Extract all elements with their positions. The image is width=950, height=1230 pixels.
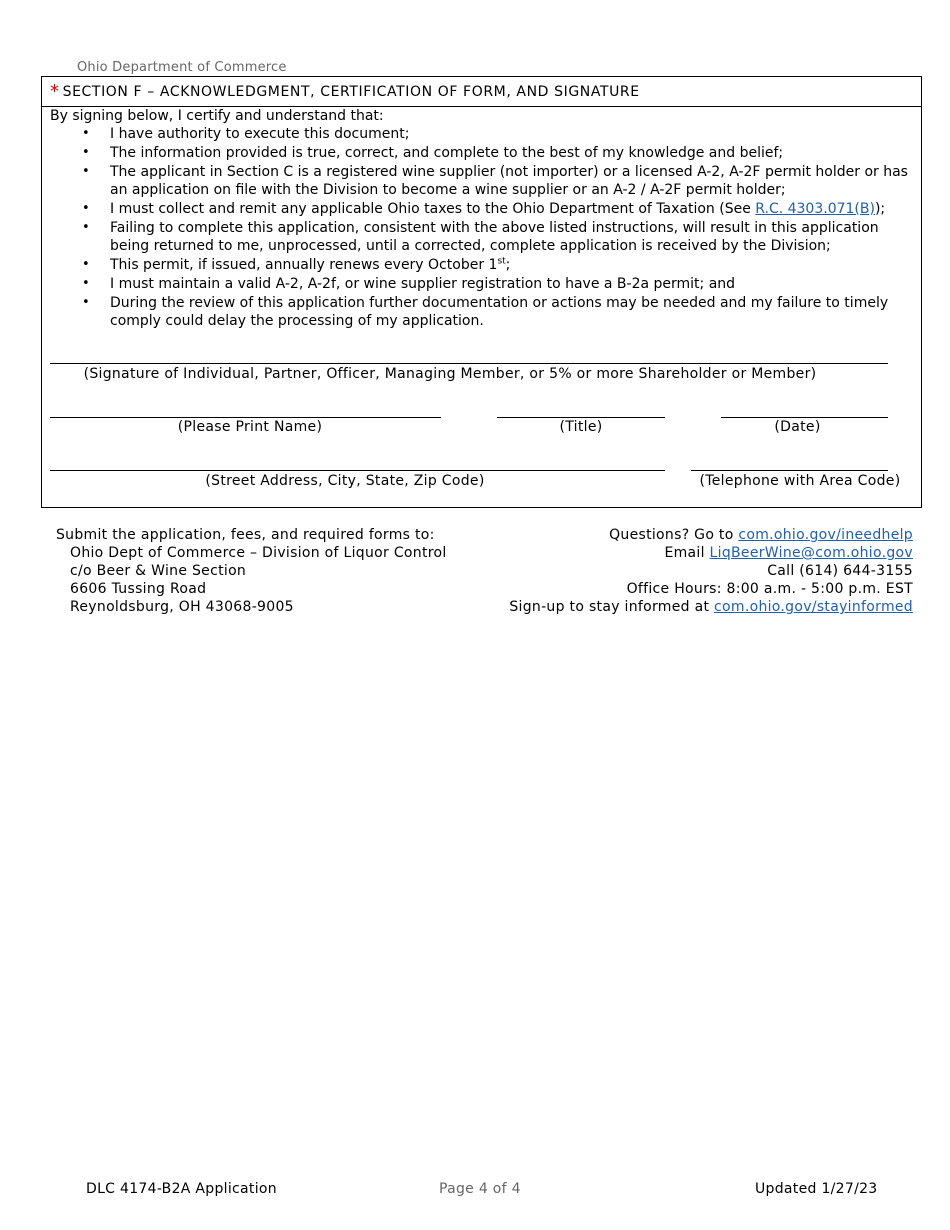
phone-line: Call (614) 644-3155	[767, 563, 913, 579]
help-link[interactable]: com.ohio.gov/ineedhelp	[738, 527, 913, 543]
telephone-caption: (Telephone with Area Code)	[699, 473, 901, 489]
bullet-icon: •	[82, 145, 90, 160]
stay-informed-link[interactable]: com.ohio.gov/stayinformed	[714, 599, 913, 615]
bullet-icon: •	[82, 257, 90, 272]
list-item: • The applicant in Section C is a registered wine supplier (not importer) or a licensed A-2, A-2F permit holder or has an application on file with the Division to become a wine supplier or an A-2 / A-2F permit holder;	[82, 164, 908, 198]
signature-caption: (Signature of Individual, Partner, Officer, Managing Member, or 5% or more Shareholder or Member)	[83, 366, 817, 382]
bullet-icon: •	[82, 220, 90, 235]
bullet-icon: •	[82, 295, 90, 310]
email-link[interactable]: LiqBeerWine@com.ohio.gov	[709, 545, 913, 561]
telephone-line[interactable]	[691, 470, 888, 471]
section-header	[42, 77, 921, 107]
rc-4303-link[interactable]: R.C. 4303.071(B)	[755, 201, 875, 217]
agency-name: Ohio Department of Commerce	[77, 60, 287, 75]
submit-heading: Submit the application, fees, and required forms to:	[56, 527, 435, 543]
bullet-icon: •	[82, 276, 90, 291]
section-f-box	[41, 76, 922, 508]
required-asterisk: *	[50, 80, 60, 102]
bullet-icon: •	[82, 164, 90, 179]
bullet-icon: •	[82, 201, 90, 216]
email-line: Email LiqBeerWine@com.ohio.gov	[664, 545, 913, 561]
title-caption: (Title)	[559, 419, 603, 435]
address-line-2: c/o Beer & Wine Section	[70, 563, 247, 579]
print-name-line[interactable]	[50, 417, 441, 418]
certification-intro: By signing below, I certify and understand that:	[50, 108, 384, 124]
footer-form-id: DLC 4174-B2A Application	[86, 1181, 277, 1197]
list-item: • This permit, if issued, annually renews every October 1st;	[82, 256, 511, 273]
section-title: SECTION F – ACKNOWLEDGMENT, CERTIFICATION OF FORM, AND SIGNATURE	[62, 83, 640, 100]
date-line[interactable]	[721, 417, 888, 418]
footer-updated: Updated 1/27/23	[755, 1181, 878, 1197]
office-hours: Office Hours: 8:00 a.m. - 5:00 p.m. EST	[626, 581, 913, 597]
print-name-caption: (Please Print Name)	[177, 419, 323, 435]
list-item: • Failing to complete this application, consistent with the above listed instructions, will result in this application being returned to me, unprocessed, until a corrected, complete application is received by the Division;	[82, 220, 879, 254]
footer-page-number: Page 4 of 4	[439, 1181, 521, 1197]
list-item: • The information provided is true, correct, and complete to the best of my knowledge and belief;	[82, 145, 784, 161]
date-caption: (Date)	[774, 419, 821, 435]
address-line-4: Reynoldsburg, OH 43068-9005	[70, 599, 294, 615]
list-item: • I have authority to execute this document;	[82, 126, 410, 142]
list-item: • I must maintain a valid A-2, A-2f, or wine supplier registration to have a B-2a permit; and	[82, 276, 736, 292]
signature-line[interactable]	[50, 363, 888, 364]
address-caption: (Street Address, City, State, Zip Code)	[205, 473, 485, 489]
bullet-icon: •	[82, 126, 90, 141]
submit-block	[56, 526, 447, 616]
questions-line: Questions? Go to com.ohio.gov/ineedhelp	[609, 527, 913, 543]
signup-line: Sign-up to stay informed at com.ohio.gov/stayinformed	[509, 599, 913, 615]
address-line[interactable]	[50, 470, 665, 471]
list-item: • I must collect and remit any applicable Ohio taxes to the Ohio Department of Taxation (See R.C. 4303.071(B));	[82, 201, 886, 217]
list-item: • During the review of this application further documentation or actions may be needed and my failure to timely comply could delay the processing of my application.	[82, 295, 889, 329]
address-line-1: Ohio Dept of Commerce – Division of Liquor Control	[70, 545, 447, 561]
address-line-3: 6606 Tussing Road	[70, 581, 207, 597]
title-line[interactable]	[497, 417, 665, 418]
certification-list	[42, 125, 914, 331]
contact-block	[509, 526, 913, 616]
